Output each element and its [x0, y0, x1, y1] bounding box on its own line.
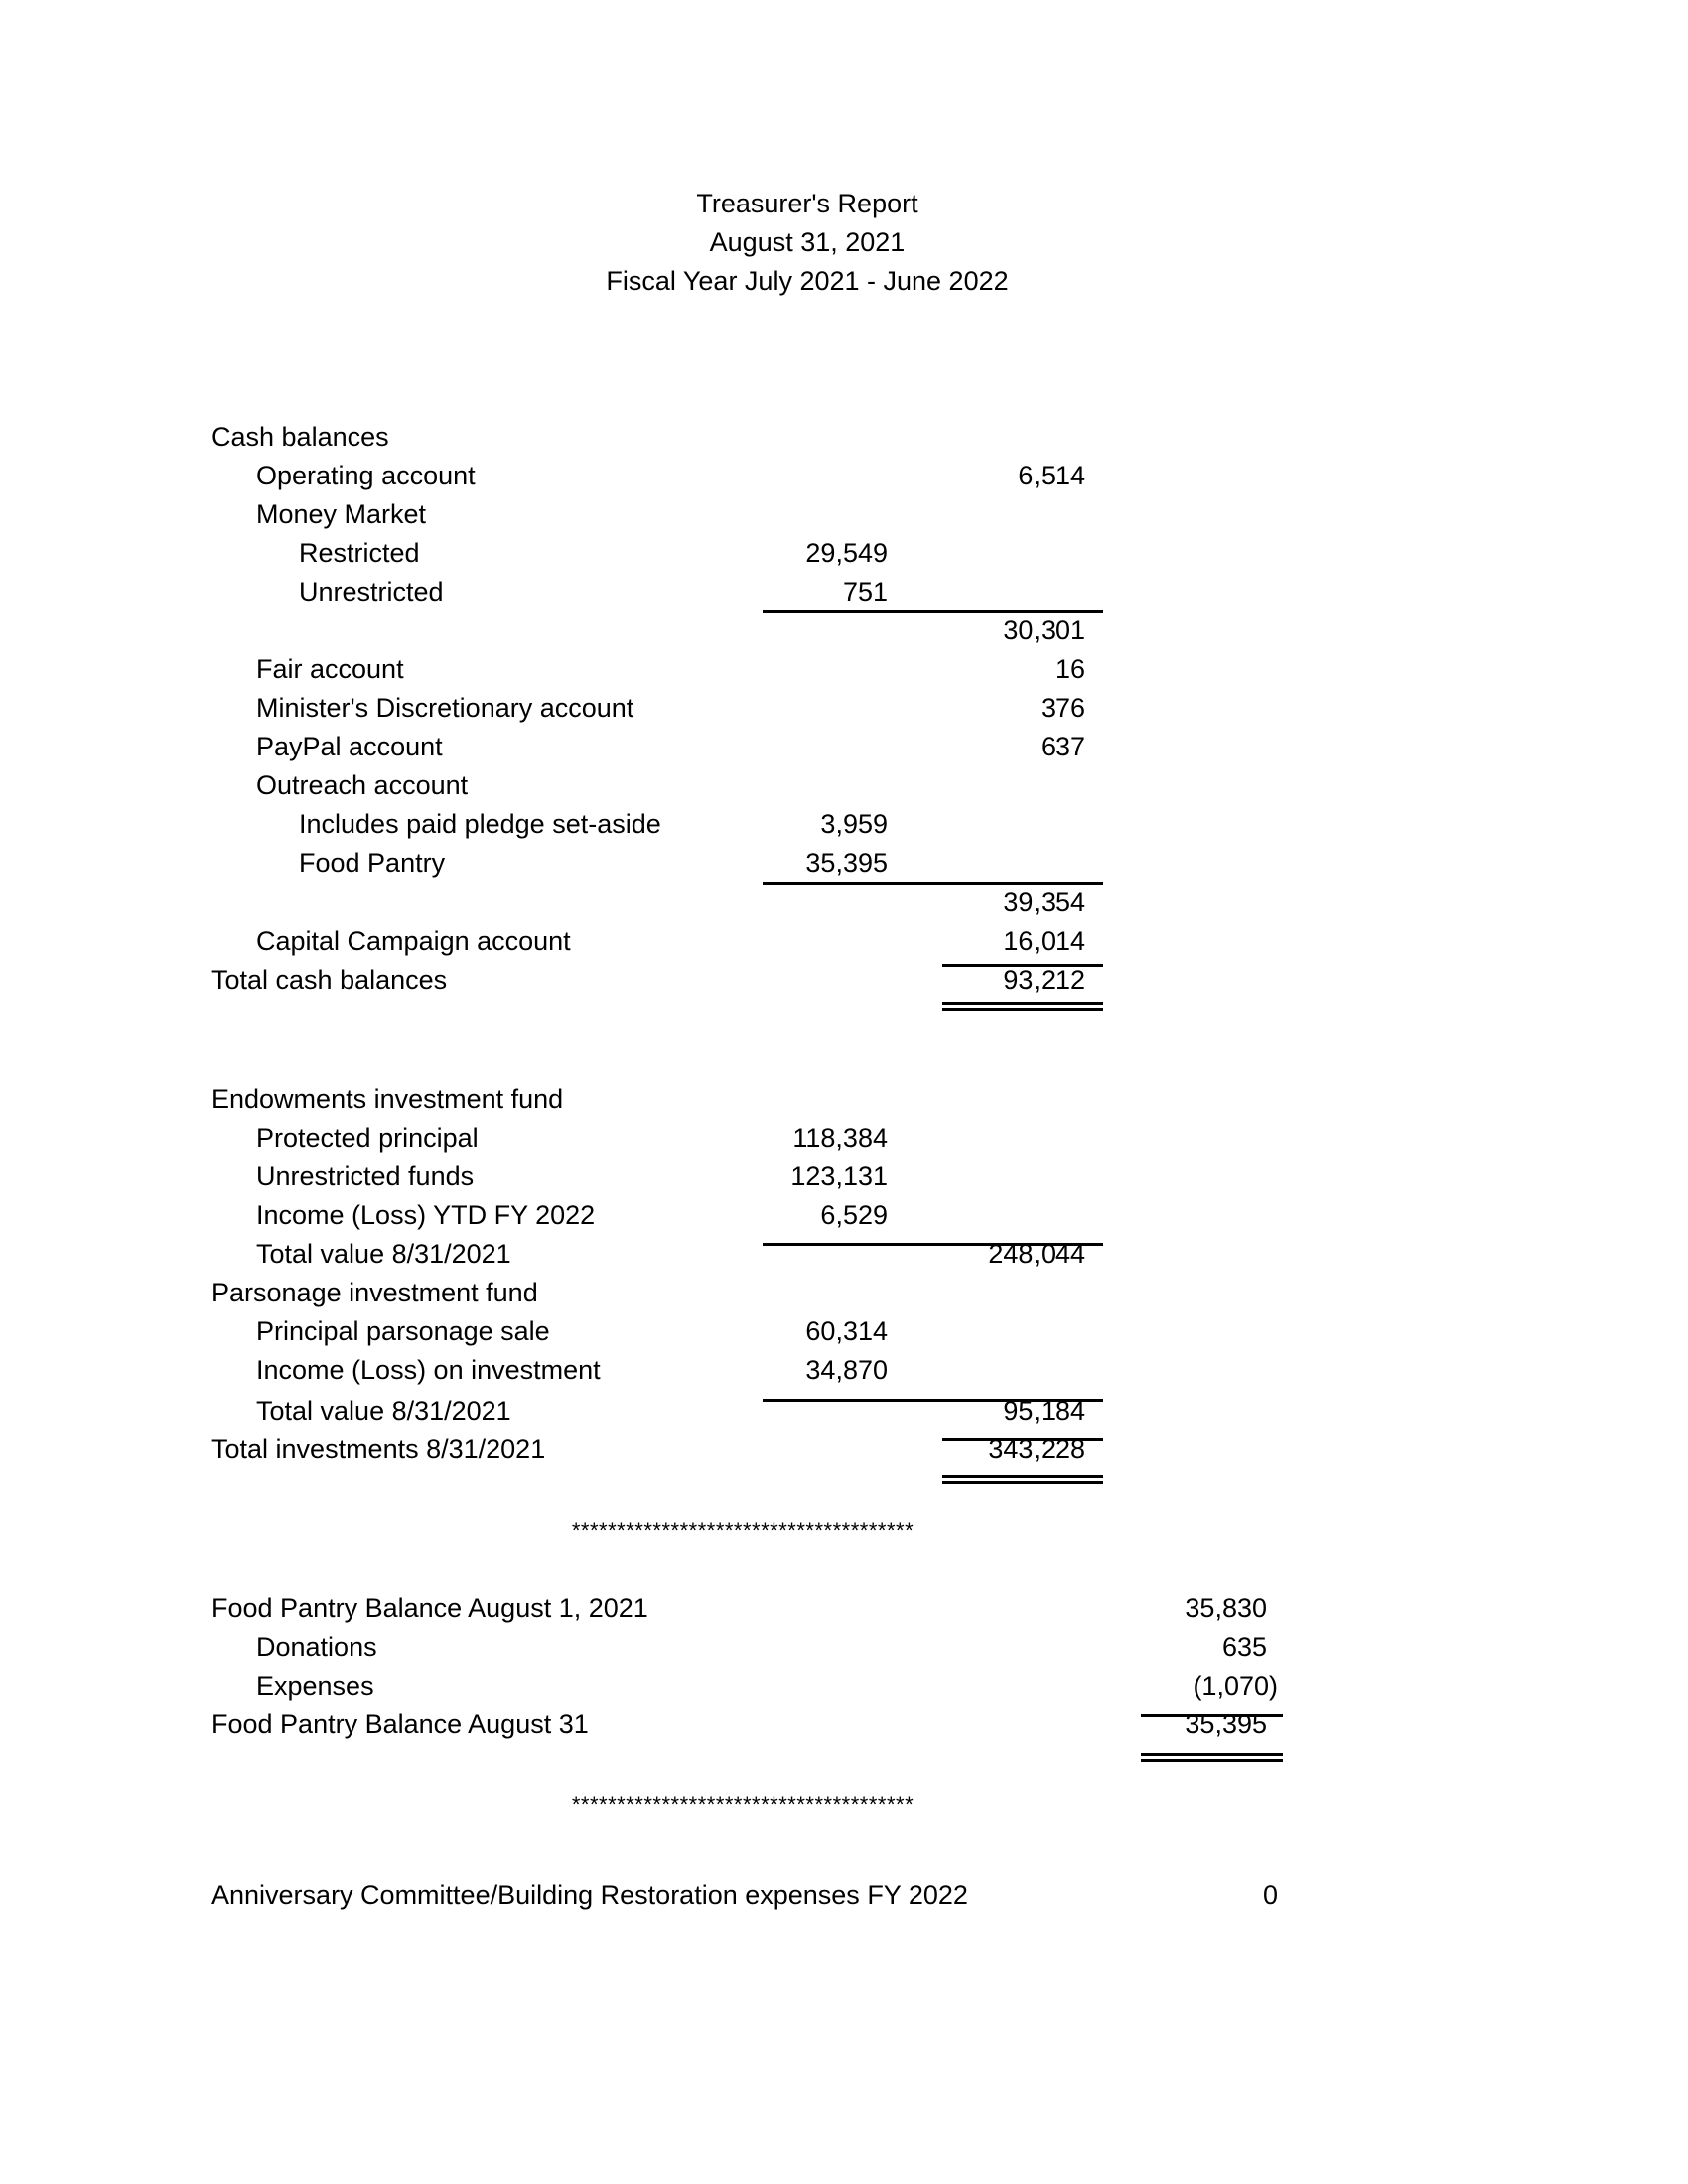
row-label: Expenses	[256, 1671, 374, 1701]
table-row	[0, 573, 1688, 612]
table-row	[0, 1119, 1688, 1158]
report-header	[0, 185, 1615, 301]
row-value: 34,870	[805, 1355, 888, 1385]
row-value: 637	[1040, 732, 1085, 761]
table-row	[0, 805, 1688, 844]
table-row	[0, 728, 1688, 766]
fiscal-year: Fiscal Year July 2021 - June 2022	[606, 266, 1009, 296]
total-row	[0, 1431, 1688, 1469]
row-label: Food Pantry	[299, 848, 446, 878]
row-label: PayPal account	[256, 732, 443, 761]
total-value: 93,212	[1003, 965, 1085, 995]
table-row	[0, 495, 1688, 534]
total-row	[0, 1706, 1688, 1744]
row-value: 29,549	[805, 538, 888, 568]
double-rule	[942, 1002, 1103, 1011]
row-label: Total value 8/31/2021	[256, 1239, 511, 1269]
row-label: Anniversary Committee/Building Restoration expenses FY 2022	[211, 1880, 968, 1910]
row-label: Food Pantry Balance August 1, 2021	[211, 1593, 648, 1623]
subtotal-value: 39,354	[1003, 887, 1085, 917]
table-row	[0, 1589, 1688, 1628]
row-value: 3,959	[820, 809, 888, 839]
report-date: August 31, 2021	[709, 227, 906, 257]
endowment-heading-row	[0, 1080, 1688, 1119]
asterisk-separator: **************************************	[571, 1792, 914, 1817]
subtotal-value: 30,301	[1003, 615, 1085, 645]
report-title: Treasurer's Report	[696, 189, 918, 218]
row-label: Total value 8/31/2021	[256, 1396, 511, 1426]
total-label: Total investments 8/31/2021	[211, 1434, 546, 1464]
row-value: 16	[1055, 654, 1085, 684]
row-label: Unrestricted	[299, 577, 444, 607]
row-label: Minister's Discretionary account	[256, 693, 634, 723]
row-value: 376	[1040, 693, 1085, 723]
section-heading: Endowments investment fund	[211, 1084, 564, 1114]
table-row	[0, 1235, 1688, 1274]
row-value: 123,131	[790, 1161, 888, 1191]
table-row	[0, 844, 1688, 883]
cash-heading-row	[0, 418, 1688, 457]
row-label: Unrestricted funds	[256, 1161, 475, 1191]
row-label: Income (Loss) on investment	[256, 1355, 601, 1385]
row-label: Operating account	[256, 461, 476, 490]
row-value: 60,314	[805, 1316, 888, 1346]
table-row	[0, 1667, 1688, 1706]
section-heading: Cash balances	[211, 422, 389, 452]
table-row	[0, 922, 1688, 961]
row-label: Protected principal	[256, 1123, 479, 1153]
table-row	[0, 884, 1688, 922]
row-label: Money Market	[256, 499, 427, 529]
table-row	[0, 612, 1688, 650]
row-value: 6,529	[820, 1200, 888, 1230]
row-label: Outreach account	[256, 770, 469, 800]
total-row	[0, 961, 1688, 1000]
table-row	[0, 1876, 1688, 1915]
table-row	[0, 1628, 1688, 1667]
row-value: 118,384	[792, 1123, 888, 1153]
table-row	[0, 1158, 1688, 1196]
parsonage-heading-row	[0, 1274, 1688, 1312]
total-value: 343,228	[988, 1434, 1085, 1464]
row-value: 35,395	[805, 848, 888, 878]
table-row	[0, 457, 1688, 495]
row-value: 0	[1262, 1880, 1278, 1910]
row-value: 6,514	[1018, 461, 1085, 490]
row-label: Income (Loss) YTD FY 2022	[256, 1200, 596, 1230]
total-value: 35,395	[1185, 1709, 1267, 1739]
table-row	[0, 766, 1688, 805]
double-rule	[942, 1475, 1103, 1484]
table-row	[0, 1312, 1688, 1351]
section-heading: Parsonage investment fund	[211, 1278, 538, 1307]
row-label: Restricted	[299, 538, 420, 568]
row-value: 751	[842, 577, 888, 607]
table-row	[0, 1196, 1688, 1235]
row-label: Capital Campaign account	[256, 926, 571, 956]
row-value: 35,830	[1185, 1593, 1267, 1623]
row-value: (1,070)	[1193, 1671, 1278, 1701]
subtotal-value: 95,184	[1003, 1396, 1085, 1426]
double-rule	[1141, 1753, 1283, 1762]
row-value: 16,014	[1003, 926, 1085, 956]
row-label: Donations	[256, 1632, 377, 1662]
row-label: Includes paid pledge set-aside	[299, 809, 661, 839]
table-row	[0, 1392, 1688, 1431]
row-label: Principal parsonage sale	[256, 1316, 550, 1346]
asterisk-separator: **************************************	[571, 1518, 914, 1543]
table-row	[0, 534, 1688, 573]
subtotal-value: 248,044	[988, 1239, 1085, 1269]
table-row	[0, 1351, 1688, 1390]
table-row	[0, 650, 1688, 689]
total-label: Food Pantry Balance August 31	[211, 1709, 589, 1739]
row-value: 635	[1221, 1632, 1267, 1662]
row-label: Fair account	[256, 654, 404, 684]
table-row	[0, 689, 1688, 728]
total-label: Total cash balances	[211, 965, 448, 995]
